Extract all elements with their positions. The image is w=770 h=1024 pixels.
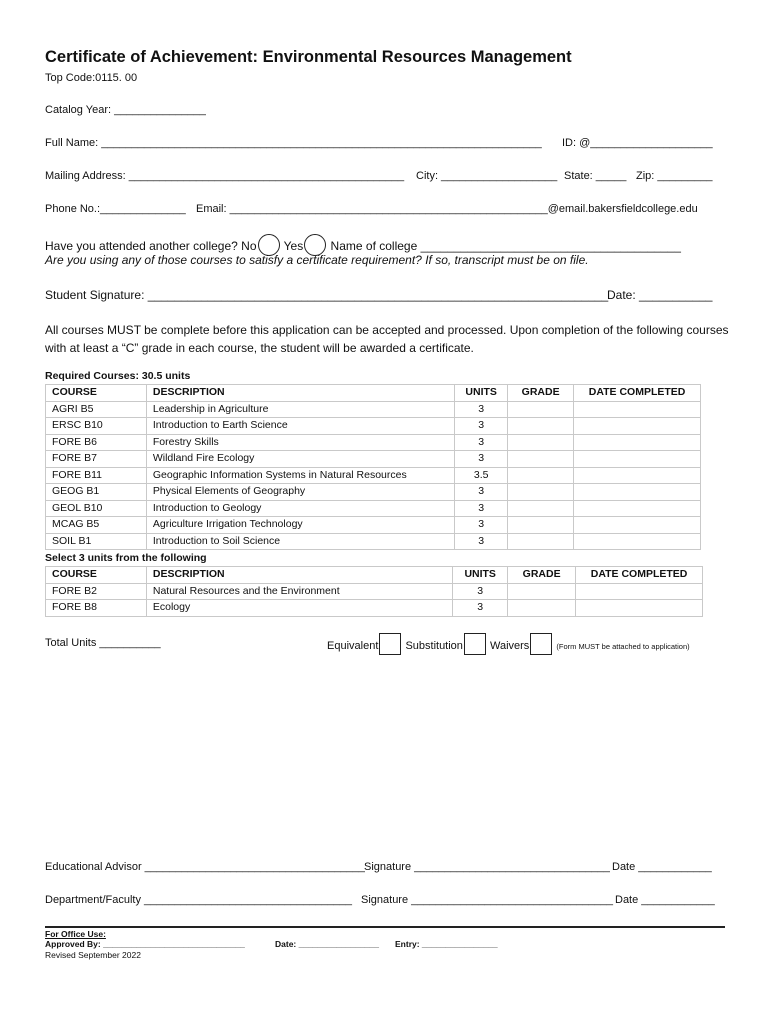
column-header: DATE COMPLETED	[574, 385, 701, 402]
date-completed-cell[interactable]	[574, 418, 701, 435]
course-cell: FORE B11	[46, 467, 147, 484]
date-completed-cell[interactable]	[576, 600, 703, 617]
department-signature-field[interactable]: Signature _________________________________	[361, 894, 614, 906]
table-row	[46, 451, 701, 468]
course-cell: ERSC B10	[46, 418, 147, 435]
transcript-note: Are you using any of those courses to satisfy a certificate requirement? If so, transcript must be on file.	[45, 253, 589, 267]
advisor-field[interactable]: Educational Advisor ____________________________________	[45, 861, 365, 873]
catalog-year-field[interactable]: Catalog Year: _______________	[45, 104, 206, 116]
student-signature-field[interactable]: Student Signature: _____________________________________________________________________	[45, 288, 609, 302]
course-cell: FORE B8	[46, 600, 147, 617]
course-cell: GEOL B10	[46, 500, 147, 517]
description-cell: Physical Elements of Geography	[146, 484, 454, 501]
description-cell: Introduction to Soil Science	[146, 533, 454, 550]
required-courses-table	[45, 384, 701, 550]
form-note: (Form MUST be attached to application)	[556, 642, 690, 651]
department-field[interactable]: Department/Faculty __________________________________	[45, 894, 353, 906]
date-completed-cell[interactable]	[574, 434, 701, 451]
elective-courses-table	[45, 566, 703, 617]
units-cell: 3	[455, 401, 508, 418]
grade-cell[interactable]	[508, 401, 574, 418]
grade-cell[interactable]	[508, 583, 576, 600]
substitution-label: Substitution	[405, 640, 463, 652]
units-cell: 3	[455, 500, 508, 517]
table-row	[46, 418, 701, 435]
table-row	[46, 517, 701, 534]
table-row	[46, 583, 703, 600]
column-header: DESCRIPTION	[146, 385, 454, 402]
column-header: DATE COMPLETED	[576, 567, 703, 584]
course-cell: FORE B6	[46, 434, 147, 451]
units-cell: 3	[453, 600, 508, 617]
grade-cell[interactable]	[508, 517, 574, 534]
office-use-heading: For Office Use:	[45, 929, 106, 939]
date-completed-cell[interactable]	[574, 484, 701, 501]
substitution-checkbox[interactable]	[464, 633, 486, 655]
equivalent-checkbox[interactable]	[379, 633, 401, 655]
date-completed-cell[interactable]	[574, 500, 701, 517]
course-cell: FORE B2	[46, 583, 147, 600]
column-header: UNITS	[455, 385, 508, 402]
revision-note: Revised September 2022	[45, 950, 141, 960]
yes-option-label: Yes	[283, 239, 304, 253]
column-header: COURSE	[46, 385, 147, 402]
description-cell: Introduction to Earth Science	[146, 418, 454, 435]
office-date-field[interactable]: Date: _________________	[275, 939, 379, 949]
column-header: UNITS	[453, 567, 508, 584]
phone-field[interactable]: Phone No.:______________	[45, 203, 186, 215]
college-question-prefix: Have you attended another college?	[45, 239, 238, 253]
units-cell: 3	[453, 583, 508, 600]
entry-field[interactable]: Entry: ________________	[395, 939, 498, 949]
date-completed-cell[interactable]	[574, 533, 701, 550]
course-cell: GEOG B1	[46, 484, 147, 501]
equivalent-label: Equivalent	[327, 640, 379, 652]
description-cell: Natural Resources and the Environment	[146, 583, 452, 600]
advisor-signature-field[interactable]: Signature ________________________________	[364, 861, 610, 873]
office-divider	[45, 926, 725, 928]
description-cell: Wildland Fire Ecology	[146, 451, 454, 468]
units-cell: 3	[455, 533, 508, 550]
table-row	[46, 434, 701, 451]
no-option-label: No	[241, 239, 257, 253]
date-completed-cell[interactable]	[574, 517, 701, 534]
advisor-date-field[interactable]: Date ____________	[612, 861, 712, 873]
grade-cell[interactable]	[508, 600, 576, 617]
column-header: GRADE	[508, 567, 576, 584]
city-field[interactable]: City: ___________________	[416, 170, 558, 182]
waivers-label: Waivers	[489, 640, 530, 652]
course-cell: AGRI B5	[46, 401, 147, 418]
grade-cell[interactable]	[508, 533, 574, 550]
table-row	[46, 467, 701, 484]
units-cell: 3	[455, 451, 508, 468]
grade-cell[interactable]	[508, 418, 574, 435]
units-cell: 3.5	[455, 467, 508, 484]
mailing-address-field[interactable]: Mailing Address: _____________________________________________	[45, 170, 405, 182]
full-name-field[interactable]: Full Name: ________________________________________________________________________	[45, 137, 542, 149]
table-row	[46, 533, 701, 550]
column-header: DESCRIPTION	[146, 567, 452, 584]
date-completed-cell[interactable]	[574, 401, 701, 418]
table-row	[46, 401, 701, 418]
required-courses-caption: Required Courses: 30.5 units	[45, 370, 191, 382]
date-completed-cell[interactable]	[574, 451, 701, 468]
grade-cell[interactable]	[508, 434, 574, 451]
options-row	[327, 633, 690, 655]
department-date-field[interactable]: Date ____________	[615, 894, 715, 906]
date-completed-cell[interactable]	[574, 467, 701, 484]
waivers-checkbox[interactable]	[530, 633, 552, 655]
top-code: Top Code:0115. 00	[45, 72, 138, 84]
student-signature-date[interactable]: Date: ___________	[607, 288, 713, 302]
description-cell: Forestry Skills	[146, 434, 454, 451]
column-header: COURSE	[46, 567, 147, 584]
table-row	[46, 484, 701, 501]
instructions-paragraph: All courses MUST be complete before this application can be accepted and processed. Upon completion of the following courses with at least a “C” grade in each course, the student will be awarded a certificate.	[45, 323, 729, 355]
course-cell: FORE B7	[46, 451, 147, 468]
units-cell: 3	[455, 418, 508, 435]
course-cell: SOIL B1	[46, 533, 147, 550]
grade-cell[interactable]	[508, 467, 574, 484]
table-row	[46, 500, 701, 517]
grade-cell[interactable]	[508, 500, 574, 517]
email-field[interactable]: Email: ____________________________________________________@email.bakersfieldcollege.edu	[196, 203, 698, 215]
description-cell: Ecology	[146, 600, 452, 617]
course-cell: MCAG B5	[46, 517, 147, 534]
approved-by-field[interactable]: Approved By: ______________________________	[45, 939, 245, 949]
total-units-field[interactable]: Total Units __________	[45, 637, 161, 649]
description-cell: Introduction to Geology	[146, 500, 454, 517]
college-name-field[interactable]: Name of college _______________________________________	[330, 239, 681, 253]
description-cell: Agriculture Irrigation Technology	[146, 517, 454, 534]
table-row	[46, 600, 703, 617]
grade-cell[interactable]	[508, 451, 574, 468]
description-cell: Leadership in Agriculture	[146, 401, 454, 418]
description-cell: Geographic Information Systems in Natural Resources	[146, 467, 454, 484]
column-header: GRADE	[508, 385, 574, 402]
zip-field[interactable]: Zip: _________	[636, 170, 713, 182]
elective-courses-caption: Select 3 units from the following	[45, 552, 207, 564]
date-completed-cell[interactable]	[576, 583, 703, 600]
units-cell: 3	[455, 434, 508, 451]
units-cell: 3	[455, 484, 508, 501]
grade-cell[interactable]	[508, 484, 574, 501]
page-title: Certificate of Achievement: Environmental Resources Management	[45, 48, 572, 66]
units-cell: 3	[455, 517, 508, 534]
id-field[interactable]: ID: @____________________	[562, 137, 713, 149]
state-field[interactable]: State: _____	[564, 170, 627, 182]
